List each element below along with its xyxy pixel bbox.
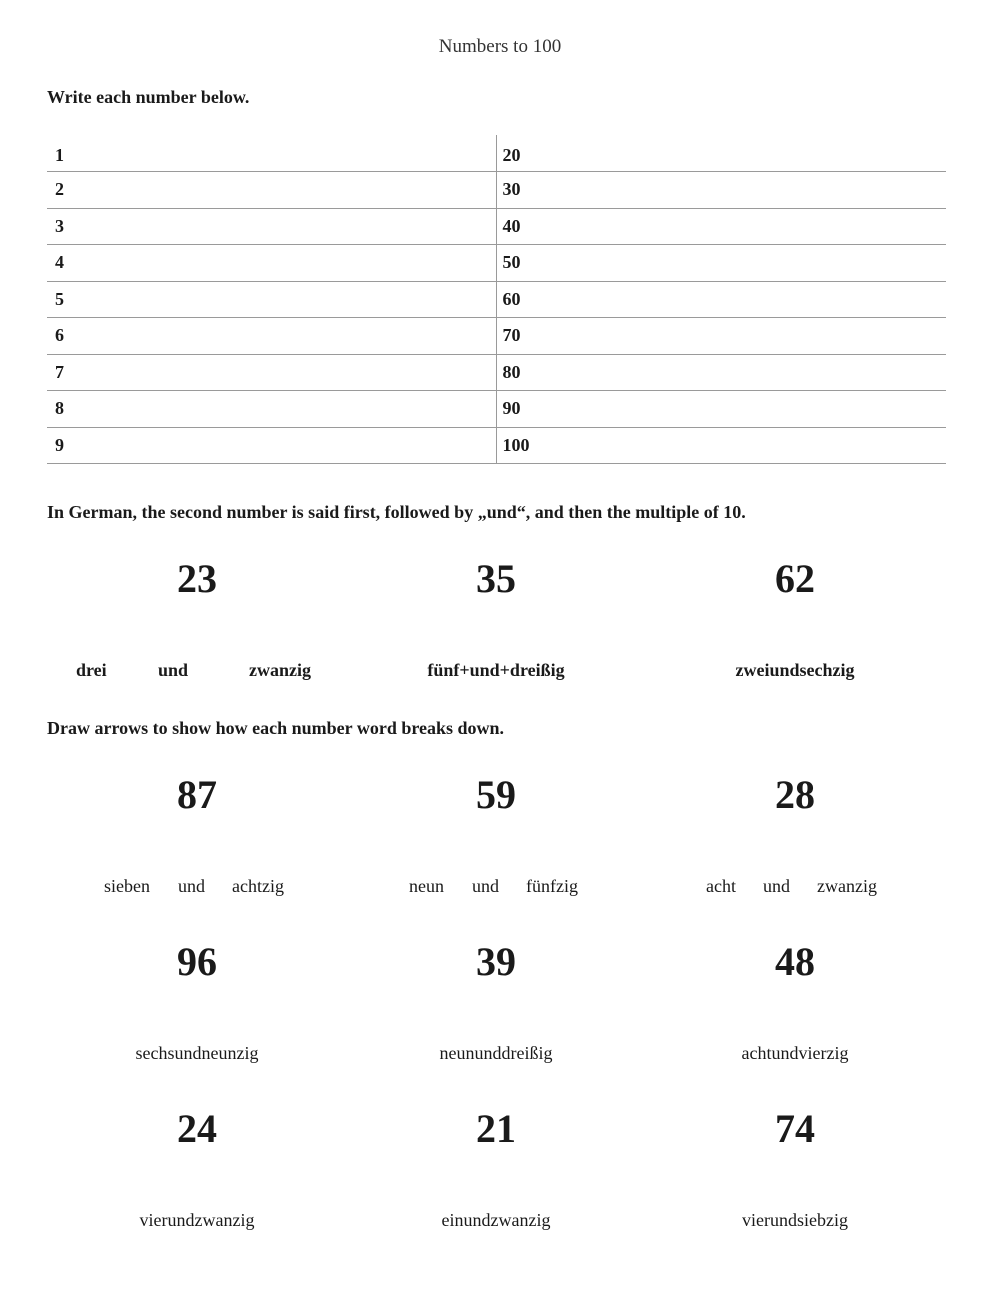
instruction-write: Write each number below. [47,87,250,107]
table-row [47,281,946,318]
big-number: 39 [476,939,516,984]
exercise-row [47,939,946,1079]
instruction-arrows: Draw arrows to show how each number word breaks down. [47,718,505,738]
table-cell: 30 [496,172,946,209]
table-row [47,427,946,464]
word-part: und [158,660,189,680]
big-number: 62 [775,556,815,601]
big-number: 59 [476,772,516,817]
word-part: achtzig [232,876,284,896]
exercise-item [47,772,347,912]
word-part: zwanzig [249,660,311,680]
exercise-item [645,939,945,1079]
table-cell: 50 [496,245,946,282]
word-part: und [472,876,499,896]
word-part: sieben [104,876,150,896]
number-word: achtundvierzig [741,1043,849,1063]
table-cell: 7 [47,354,496,391]
word-part: acht [706,876,736,896]
table-cell: 2 [47,172,496,209]
number-word: vierundsiebzig [742,1210,848,1230]
table-cell: 60 [496,281,946,318]
table-cell: 9 [47,427,496,464]
example-item [47,556,347,696]
table-cell: 80 [496,354,946,391]
table-cell: 100 [496,427,946,464]
word-part: zwanzig [817,876,877,896]
table-cell: 1 [47,135,496,172]
word-part: und [763,876,790,896]
exercise-row [47,772,946,912]
table-row [47,172,946,209]
big-number: 74 [775,1106,815,1151]
number-word: vierundzwanzig [139,1210,255,1230]
table-row [47,354,946,391]
instruction-german-rule: In German, the second number is said first, followed by „und“, and then the multiple of 10. [47,502,746,522]
big-number: 96 [177,939,217,984]
exercise-item [645,1106,945,1246]
exercise-item [47,1106,347,1246]
big-number: 24 [177,1106,217,1151]
big-number: 21 [476,1106,516,1151]
exercise-item [47,939,347,1079]
table-cell: 4 [47,245,496,282]
table-row [47,135,946,172]
table-cell: 70 [496,318,946,355]
table-cell: 8 [47,391,496,428]
word-part: fünfzig [526,876,578,896]
word-part: drei [76,660,107,680]
big-number: 28 [775,772,815,817]
table-cell: 40 [496,208,946,245]
number-word: fünf+und+dreißig [427,660,565,680]
table-row [47,208,946,245]
example-item [346,556,646,696]
number-word: zweiundsechzig [735,660,855,680]
example-item [645,556,945,696]
table-cell: 20 [496,135,946,172]
big-number: 48 [775,939,815,984]
big-number: 23 [177,556,217,601]
exercise-item [346,1106,646,1246]
word-part: neun [409,876,444,896]
example-row [47,556,946,696]
number-word: einundzwanzig [441,1210,551,1230]
exercise-item [645,772,945,912]
exercise-row [47,1106,946,1246]
exercise-item [346,939,646,1079]
table-cell: 6 [47,318,496,355]
table-row [47,245,946,282]
number-word: sechsundneunzig [135,1043,259,1063]
table-cell: 90 [496,391,946,428]
big-number: 35 [476,556,516,601]
exercise-item [346,772,646,912]
table-cell: 5 [47,281,496,318]
number-table [47,135,946,464]
page-title: Numbers to 100 [438,36,562,57]
number-word: neununddreißig [439,1043,553,1063]
table-row [47,318,946,355]
word-part: und [178,876,205,896]
table-cell: 3 [47,208,496,245]
big-number: 87 [177,772,217,817]
table-row [47,391,946,428]
